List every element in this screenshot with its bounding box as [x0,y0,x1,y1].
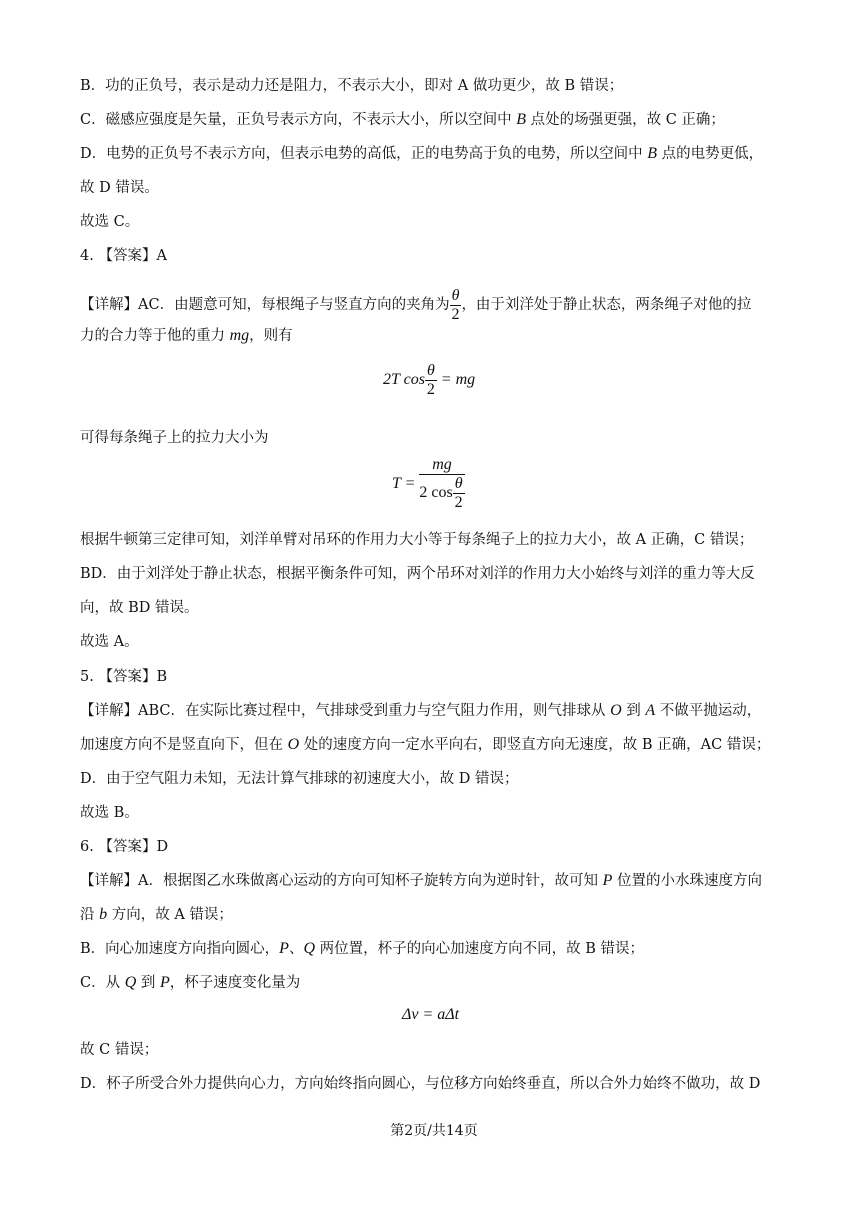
answer-heading: 6. 【答案】D [80,839,169,855]
text-line: D．杯子所受合外力提供向心力，方向始终指向圆心，与位移方向始终垂直，所以合外力始终不做功，故 D [80,1076,761,1092]
variable: B [647,145,658,162]
text-span: 加速度方向不是竖直向下，但在 [80,737,288,753]
text-span: 两位置，杯子的向心加速度方向不同，故 B 错误； [315,941,644,957]
text-line [80,973,300,993]
formula-part: = mg [436,371,476,389]
formula-equilibrium [383,362,475,399]
denominator: 2 [426,381,435,398]
text-line: 故选 A。 [80,634,139,650]
fraction [425,362,437,399]
text-span: D．电势的正负号不表示方向，但表示电势的高低，正的电势高于负的电势，所以空间中 [80,146,648,162]
denominator: 2 [454,494,463,511]
text-line [80,144,763,164]
text-line: 根据牛顿第三定律可知，刘洋单臂对吊环的作用力大小等于每条绳子上的拉力大小，故 A 正确，C 错误； [80,532,754,548]
numerator: θ [426,362,435,379]
text-line [80,939,644,959]
variable: O [287,736,300,753]
page-footer: 第2页/共14页 [390,1123,478,1139]
formula-part: T = [392,475,416,492]
text-line: B．功的正负号，表示是动力还是阻力，不表示大小，即对 A 做功更少，故 B 错误； [80,78,624,94]
text-span: 到 [136,975,160,991]
text-line: D．由于空气阻力未知，无法计算气排球的初速度大小，故 D 错误； [80,771,519,787]
text-line: 故 C 错误； [80,1042,159,1058]
text-line: BD．由于刘洋处于静止状态，根据平衡条件可知，两个吊环对刘洋的作用力大小始终与刘洋的重力等大反 [80,566,755,582]
text-line [80,905,233,925]
variable: Q [124,974,137,991]
text-span: 不做平抛运动， [655,703,762,719]
variable: O [610,702,622,719]
text-span: C．磁感应强度是矢量，正负号表示方向，不表示大小，所以空间中 [80,112,517,128]
variable: b [99,906,108,923]
variable: B [516,111,526,128]
text-span: 【详解】A．根据图乙水珠做离心运动的方向可知杯子旋转方向为逆时针，故可知 [80,873,603,889]
variable: P [160,974,170,991]
text-span: 处的速度方向一定水平向右，即竖直方向无速度，故 B 正确，AC 错误； [299,737,771,753]
text-line: 向，故 BD 错误。 [80,600,199,616]
fraction [453,475,465,512]
formula-velocity-change [402,1006,459,1024]
text-span: 【详解】ABC．在实际比赛过程中，气排球受到重力与空气阻力作用，则气排球从 [80,703,611,719]
variable: A [645,702,656,719]
variable: mg [229,327,250,344]
text-span: 、 [288,941,304,957]
numerator: θ [454,475,463,492]
text-span: 【详解】AC．由题意可知，每根绳子与竖直方向的夹角为 [80,297,450,313]
denominator: 2 [451,305,460,323]
text-line [80,735,770,755]
variable: P [279,940,289,957]
formula-part: Δv = aΔt [402,1006,460,1023]
numerator: θ [451,286,460,304]
text-line [80,110,725,130]
text-span: 位置的小水珠速度方向 [612,873,762,889]
text-line [80,871,762,891]
text-line: 故选 C。 [80,214,140,230]
text-span: 方向，故 A 错误； [107,907,233,923]
variable: P [602,872,613,889]
formula-part: 2 cos [419,484,453,502]
numerator: mg [419,456,464,475]
answer-heading: 5. 【答案】B [80,669,168,685]
text-line: 故 D 错误。 [80,180,159,196]
text-span: C．从 [80,975,125,991]
text-span: 力的合力等于他的重力 [80,328,230,344]
denominator [419,475,464,512]
text-span: ，则有 [249,328,293,344]
text-line: 可得每条绳子上的拉力大小为 [80,430,269,446]
fraction [419,456,464,512]
text-span: 点的电势更低， [657,146,764,162]
fraction-theta-over-2 [450,287,462,324]
text-span: B．向心加速度方向指向圆心， [80,941,280,957]
text-line [80,701,761,721]
text-span: ，由于刘洋处于静止状态，两条绳子对他的拉 [461,297,752,313]
variable: Q [303,940,315,957]
text-span: 沿 [80,907,100,923]
formula-part: 2T cos [383,371,425,389]
text-span: 到 [621,703,646,719]
formula-tension [392,456,465,512]
answer-heading: 4. 【答案】A [80,248,167,264]
text-line [80,285,751,325]
text-line [80,326,293,346]
text-line: 故选 B。 [80,805,139,821]
text-span: ，杯子速度变化量为 [169,975,301,991]
text-span: 点处的场强更强，故 C 正确； [525,112,725,128]
